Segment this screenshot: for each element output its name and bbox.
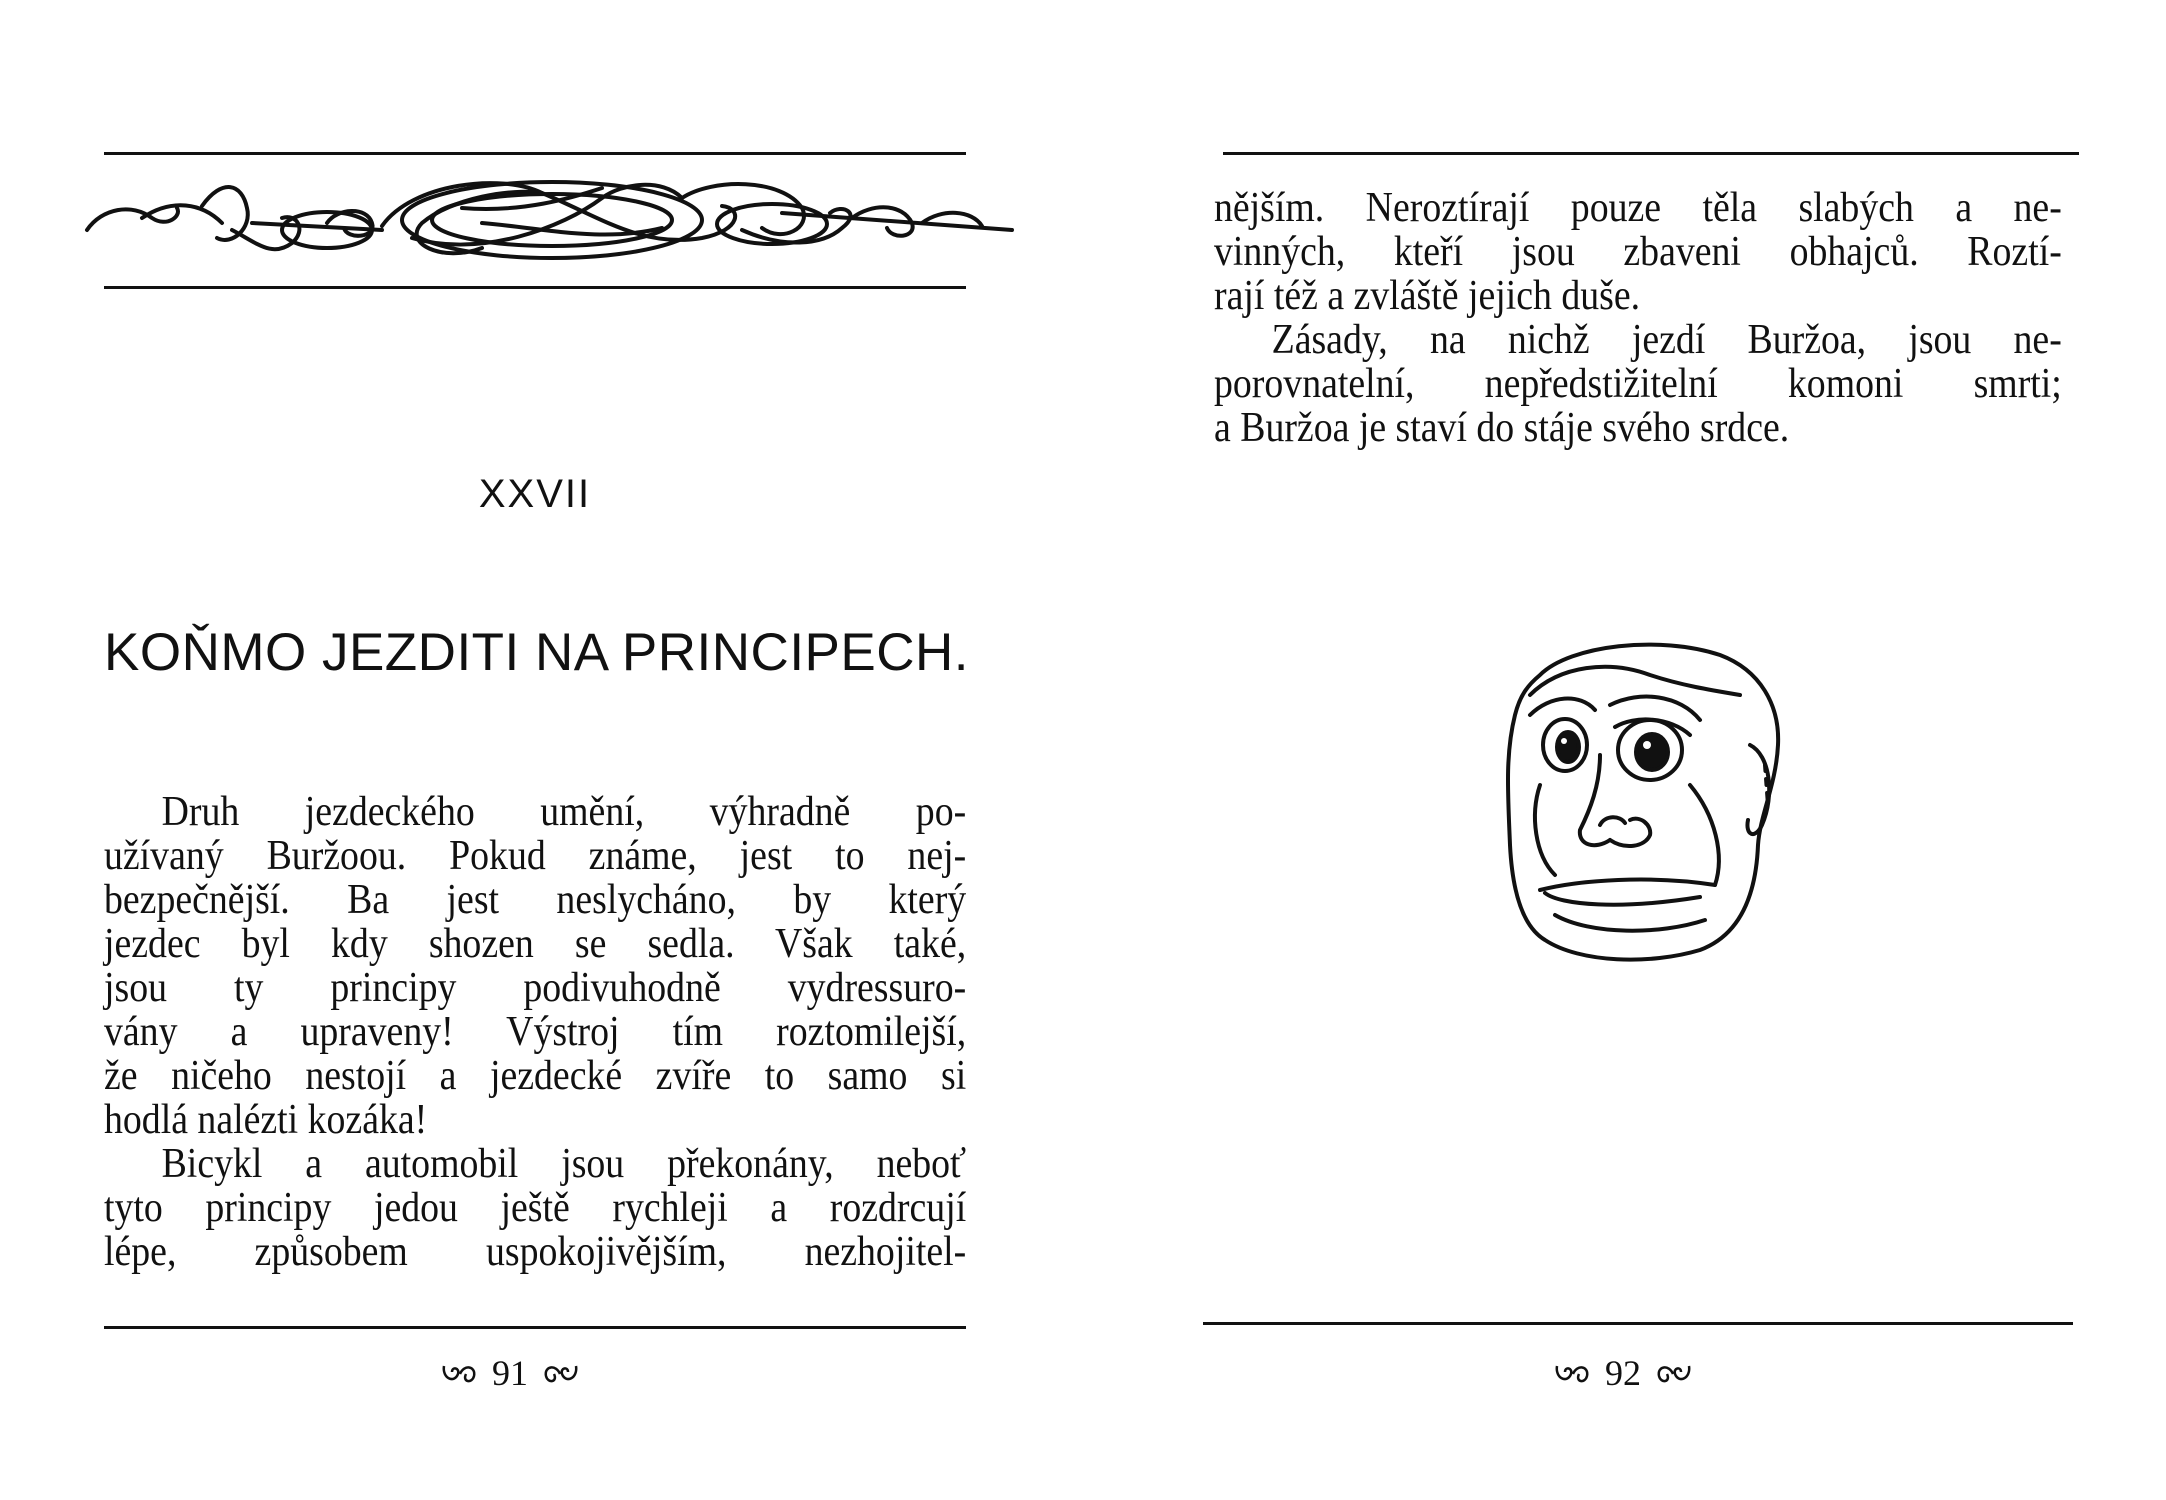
folio-left [440, 1352, 580, 1394]
left-body-text [104, 790, 966, 1274]
body-line: nějším. Neroztírají pouze těla slabých a ne- [1214, 185, 2062, 231]
header-rule-bottom [104, 286, 966, 289]
body-line: tyto principy jedou ještě rychleji a rozdrcují [104, 1185, 967, 1231]
chapter-title: KOŇMO JEZDITI NA PRINCIPECH. [104, 623, 970, 682]
body-line: vinných, kteří jsou zbaveni obhajců. Roztí- [1214, 229, 2062, 275]
caricature-face-illustration [1500, 635, 1790, 965]
footer-rule [104, 1326, 966, 1329]
body-line: rají též a zvláště jejich duše. [1214, 273, 1641, 319]
body-line: užívaný Buržoou. Pokud známe, jest to nej- [104, 833, 967, 879]
page-number: 92 [1605, 1353, 1641, 1393]
body-line: Bicykl a automobil jsou překonány, neboť [161, 1141, 967, 1187]
body-line: a Buržoa je staví do stáje svého srdce. [1214, 405, 1790, 451]
footer-rule [1203, 1322, 2073, 1325]
folio-right [1553, 1352, 1693, 1394]
header-rule-top [104, 152, 966, 155]
body-line: že ničeho nestojí a jezdecké zvíře to samo si [104, 1053, 967, 1099]
folio-ornament-right-icon [1653, 1358, 1693, 1388]
body-line: porovnatelní, nepředstižitelní komoni smrti; [1214, 361, 2062, 407]
body-line: Druh jezdeckého umění, výhradně po- [161, 789, 967, 835]
folio-ornament-left-icon [440, 1358, 480, 1388]
body-line: jezdec byl kdy shozen se sedla. Však také, [104, 921, 967, 967]
body-line: bezpečnější. Ba jest neslycháno, by který [104, 877, 967, 923]
art-nouveau-vine-ornament [82, 168, 1017, 268]
chapter-number: XXVII [478, 472, 592, 516]
page-number: 91 [492, 1353, 528, 1393]
body-line: jsou ty principy podivuhodně vydressuro- [104, 965, 967, 1011]
folio-ornament-right-icon [540, 1358, 580, 1388]
header-rule-top [1223, 152, 2079, 155]
body-line: Zásady, na nichž jezdí Buržoa, jsou ne- [1271, 317, 2062, 363]
body-line: hodlá nalézti kozáka! [104, 1097, 428, 1143]
folio-ornament-left-icon [1553, 1358, 1593, 1388]
right-body-text [1214, 186, 2062, 450]
body-line: lépe, způsobem uspokojivějším, nezhojitel- [104, 1229, 967, 1275]
body-line: vány a upraveny! Výstroj tím roztomilejší, [104, 1009, 967, 1055]
